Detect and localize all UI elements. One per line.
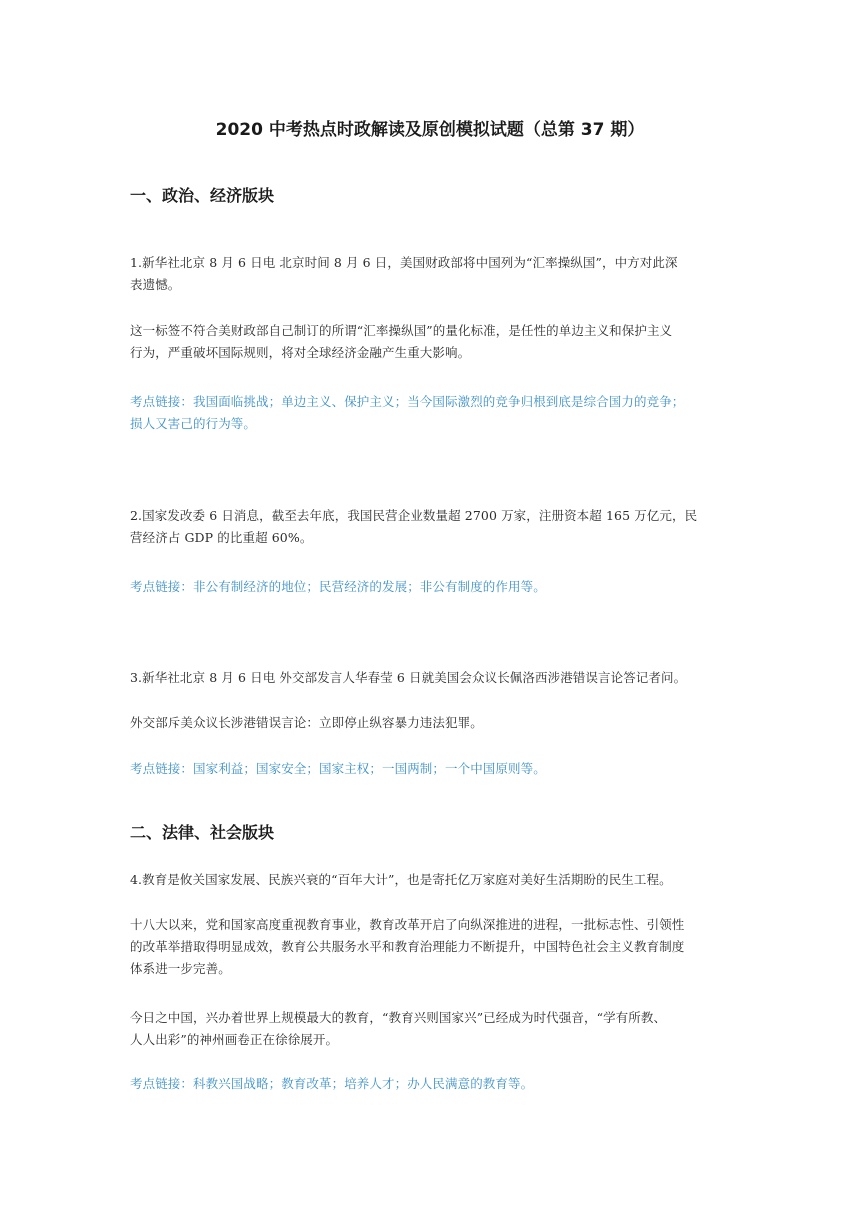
item-1-paragraph-1: 1.新华社北京 8 月 6 日电 北京时间 8 月 6 日，美国财政部将中国列为“汇率操纵国”，中方对此深 表遗憾。 <box>130 255 678 292</box>
item-4-paragraph-2: 十八大以来，党和国家高度重视教育事业，教育改革开启了向纵深推进的进程，一批标志性、引领性 的改革举措取得明显成效，教育公共服务水平和教育治理能力不断提升，中国特色社会主义教育制度 体系进一步完善。 <box>130 917 685 976</box>
item-4-paragraph-1: 4.教育是攸关国家发展、民族兴衰的“百年大计”，也是寄托亿万家庭对美好生活期盼的民生工程。 <box>130 872 672 887</box>
item-2-paragraph-1: 2.国家发改委 6 日消息，截至去年底，我国民营企业数量超 2700 万家，注册资本超 165 万亿元，民 营经济占 GDP 的比重超 60%。 <box>130 508 698 545</box>
item-4-paragraph-3: 今日之中国，兴办着世界上规模最大的教育，“教育兴则国家兴”已经成为时代强音，“学有所教、 人人出彩”的神州画卷正在徐徐展开。 <box>130 1010 667 1047</box>
item-1-exam-link: 考点链接：我国面临挑战；单边主义、保护主义；当今国际激烈的竞争归根到底是综合国力的竞争； 损人又害己的行为等。 <box>130 394 685 431</box>
page-title: 2020 中考热点时政解读及原创模拟试题（总第 37 期） <box>215 120 645 140</box>
item-3-paragraph-1: 3.新华社北京 8 月 6 日电 外交部发言人华春莹 6 日就美国会众议长佩洛西涉港错误言论答记者问。 <box>130 670 687 685</box>
item-4-exam-link: 考点链接：科教兴国战略；教育改革；培养人才；办人民满意的教育等。 <box>130 1076 534 1091</box>
item-2-exam-link: 考点链接：非公有制经济的地位；民营经济的发展；非公有制度的作用等。 <box>130 579 546 594</box>
section-heading-politics-economy: 一、政治、经济版块 <box>130 186 275 205</box>
item-3-paragraph-2: 外交部斥美众议长涉港错误言论：立即停止纵容暴力违法犯罪。 <box>130 715 483 730</box>
item-3-exam-link: 考点链接：国家利益；国家安全；国家主权；一国两制；一个中国原则等。 <box>130 761 546 776</box>
section-heading-law-society: 二、法律、社会版块 <box>130 823 275 842</box>
item-1-paragraph-2: 这一标签不符合美财政部自己制订的所谓“汇率操纵国”的量化标准，是任性的单边主义和保护主义 行为，严重破坏国际规则，将对全球经济金融产生重大影响。 <box>130 323 673 360</box>
